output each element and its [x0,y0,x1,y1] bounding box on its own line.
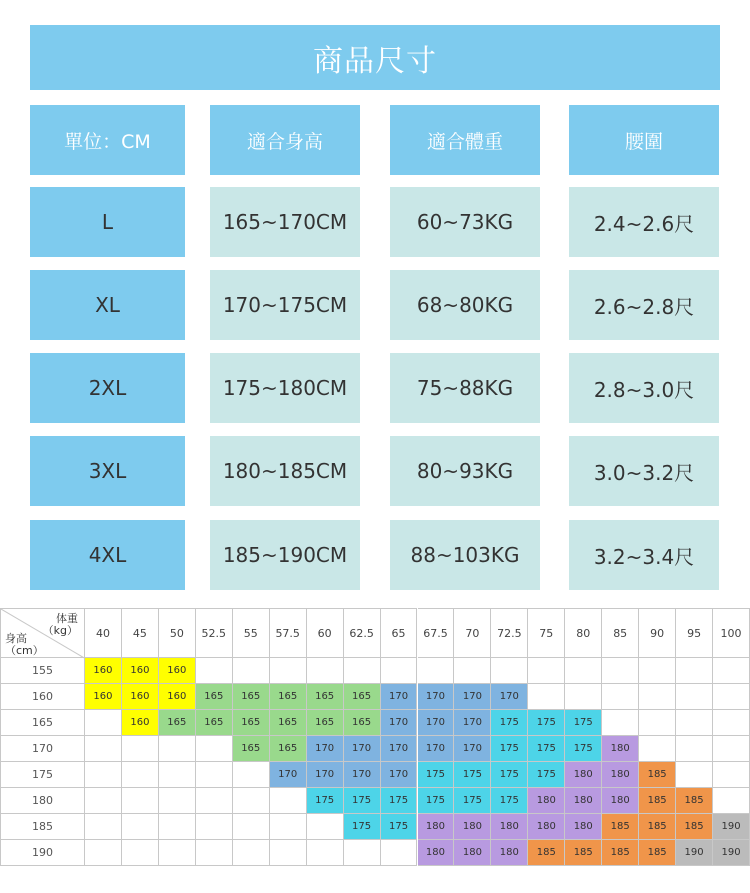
grid-corner [0,608,85,658]
height-row-header: 180 [0,788,85,814]
grid-cell: 165 [233,710,270,736]
weight-height-grid [0,608,750,868]
waist-range: 2.8~3.0尺 [569,353,719,423]
weight-header: 62.5 [344,608,381,658]
grid-cell: 170 [381,684,418,710]
weight-range: 60~73KG [390,187,540,257]
grid-cell [565,658,602,684]
grid-cell [122,814,159,840]
height-row-header: 160 [0,684,85,710]
waist-range: 3.2~3.4尺 [569,520,719,590]
grid-cell: 165 [344,684,381,710]
grid-cell: 180 [565,814,602,840]
grid-cell [528,658,565,684]
grid-cell: 190 [676,840,713,866]
grid-cell: 170 [381,710,418,736]
weight-header: 45 [122,608,159,658]
grid-cell: 170 [418,684,455,710]
grid-cell [196,736,233,762]
grid-cell: 165 [344,710,381,736]
grid-cell [676,658,713,684]
grid-cell: 175 [565,710,602,736]
waist-range: 2.6~2.8尺 [569,270,719,340]
grid-cell [270,658,307,684]
grid-cell: 175 [381,814,418,840]
weight-header: 75 [528,608,565,658]
grid-cell [565,684,602,710]
grid-cell: 165 [196,710,233,736]
page-title: 商品尺寸 [30,25,720,90]
grid-cell: 170 [454,736,491,762]
grid-cell [159,736,196,762]
grid-cell: 160 [85,658,122,684]
grid-cell: 185 [639,814,676,840]
grid-cell: 170 [307,762,344,788]
grid-cell: 165 [270,736,307,762]
weight-header: 40 [85,608,122,658]
grid-cell [713,684,750,710]
grid-cell: 180 [454,840,491,866]
weight-range: 68~80KG [390,270,540,340]
size-label: 4XL [30,520,185,590]
grid-cell: 180 [454,814,491,840]
grid-cell: 175 [381,788,418,814]
grid-cell [307,814,344,840]
grid-cell [270,814,307,840]
weight-header: 57.5 [270,608,307,658]
grid-cell: 175 [307,788,344,814]
grid-cell [602,710,639,736]
grid-cell: 170 [418,710,455,736]
grid-cell [639,658,676,684]
weight-range: 80~93KG [390,436,540,506]
grid-cell: 175 [565,736,602,762]
grid-cell: 170 [381,762,418,788]
grid-cell [307,840,344,866]
grid-cell [381,840,418,866]
grid-cell: 175 [418,788,455,814]
size-label: 2XL [30,353,185,423]
grid-cell: 175 [491,762,528,788]
grid-cell: 165 [270,710,307,736]
grid-cell: 180 [491,814,528,840]
grid-cell [233,788,270,814]
height-range: 175~180CM [210,353,360,423]
grid-cell: 180 [528,788,565,814]
grid-cell: 180 [418,840,455,866]
grid-cell [676,762,713,788]
grid-cell: 160 [122,658,159,684]
size-label: L [30,187,185,257]
grid-cell: 170 [344,736,381,762]
grid-cell: 170 [454,710,491,736]
grid-cell [491,658,528,684]
grid-cell: 160 [85,684,122,710]
grid-cell: 185 [639,788,676,814]
height-row-header: 175 [0,762,85,788]
height-unit: （cm） [5,644,44,657]
grid-cell: 170 [307,736,344,762]
grid-cell [122,840,159,866]
height-axis-label [5,633,44,657]
weight-header: 80 [565,608,602,658]
grid-cell [85,736,122,762]
grid-cell: 160 [159,684,196,710]
weight-range: 88~103KG [390,520,540,590]
weight-header: 85 [602,608,639,658]
grid-cell: 185 [676,814,713,840]
grid-cell [676,684,713,710]
grid-cell [233,762,270,788]
grid-cell [270,788,307,814]
grid-cell [196,840,233,866]
grid-cell [233,814,270,840]
waist-range: 2.4~2.6尺 [569,187,719,257]
weight-header: 90 [639,608,676,658]
weight-header: 55 [233,608,270,658]
grid-cell [602,658,639,684]
grid-cell: 190 [713,840,750,866]
weight-unit: （kg） [42,624,78,637]
grid-cell: 180 [602,788,639,814]
grid-cell: 180 [491,840,528,866]
grid-cell [307,658,344,684]
grid-cell: 185 [602,814,639,840]
grid-cell [528,684,565,710]
weight-range: 75~88KG [390,353,540,423]
grid-cell [85,788,122,814]
grid-cell: 175 [528,762,565,788]
grid-cell [196,788,233,814]
grid-cell: 170 [454,684,491,710]
grid-cell: 180 [418,814,455,840]
height-label: 身高 [5,632,27,645]
weight-header: 50 [159,608,196,658]
height-row-header: 170 [0,736,85,762]
grid-cell: 175 [491,788,528,814]
grid-cell: 185 [639,762,676,788]
grid-cell [233,658,270,684]
grid-cell: 175 [454,788,491,814]
grid-cell: 160 [122,710,159,736]
grid-cell: 165 [307,684,344,710]
grid-cell [270,840,307,866]
grid-cell [159,788,196,814]
height-row-header: 165 [0,710,85,736]
weight-header: 65 [381,608,418,658]
grid-cell [676,736,713,762]
height-row-header: 155 [0,658,85,684]
grid-cell [122,762,159,788]
grid-cell: 180 [602,762,639,788]
grid-cell: 160 [122,684,159,710]
grid-cell [196,762,233,788]
grid-cell: 175 [454,762,491,788]
grid-cell: 190 [713,814,750,840]
header-unit: 單位：CM [30,105,185,175]
grid-cell [233,840,270,866]
grid-cell: 175 [528,710,565,736]
grid-cell [196,814,233,840]
grid-cell: 185 [528,840,565,866]
grid-cell [122,788,159,814]
grid-cell [639,684,676,710]
height-range: 185~190CM [210,520,360,590]
grid-cell [159,814,196,840]
grid-cell: 165 [307,710,344,736]
grid-cell: 165 [159,710,196,736]
grid-cell [418,658,455,684]
height-range: 180~185CM [210,436,360,506]
grid-cell: 180 [528,814,565,840]
height-row-header: 190 [0,840,85,866]
grid-cell [85,710,122,736]
grid-cell: 165 [270,684,307,710]
grid-cell: 170 [381,736,418,762]
grid-cell: 170 [344,762,381,788]
grid-cell: 175 [418,762,455,788]
grid-cell [639,710,676,736]
grid-cell: 175 [491,710,528,736]
grid-cell [713,762,750,788]
grid-cell: 180 [565,762,602,788]
header-height: 適合身高 [210,105,360,175]
grid-cell [85,814,122,840]
grid-cell [713,788,750,814]
grid-cell [344,840,381,866]
weight-axis-label [43,613,78,637]
grid-cell [713,710,750,736]
header-waist: 腰圍 [569,105,719,175]
grid-cell [381,658,418,684]
grid-cell: 175 [528,736,565,762]
grid-cell: 185 [565,840,602,866]
grid-cell [122,736,159,762]
weight-header: 70 [454,608,491,658]
weight-header: 67.5 [418,608,455,658]
grid-cell: 175 [344,814,381,840]
grid-cell: 185 [676,788,713,814]
grid-cell [676,710,713,736]
grid-cell [85,762,122,788]
grid-cell [344,658,381,684]
height-row-header: 185 [0,814,85,840]
grid-cell: 160 [159,658,196,684]
size-label: 3XL [30,436,185,506]
grid-cell: 175 [491,736,528,762]
grid-cell: 170 [418,736,455,762]
grid-cell: 180 [565,788,602,814]
grid-cell [639,736,676,762]
weight-header: 60 [307,608,344,658]
grid-cell: 180 [602,736,639,762]
waist-range: 3.0~3.2尺 [569,436,719,506]
grid-cell: 185 [639,840,676,866]
grid-cell [159,840,196,866]
header-weight: 適合體重 [390,105,540,175]
grid-cell [713,658,750,684]
grid-cell: 185 [602,840,639,866]
weight-header: 100 [713,608,750,658]
grid-cell [85,840,122,866]
grid-cell: 165 [233,684,270,710]
grid-cell [602,684,639,710]
grid-cell [159,762,196,788]
grid-cell: 170 [491,684,528,710]
size-label: XL [30,270,185,340]
weight-header: 95 [676,608,713,658]
grid-cell: 170 [270,762,307,788]
grid-cell: 165 [196,684,233,710]
grid-cell [454,658,491,684]
grid-cell [713,736,750,762]
height-range: 165~170CM [210,187,360,257]
weight-header: 52.5 [196,608,233,658]
grid-cell: 165 [233,736,270,762]
weight-label: 体重 [56,612,78,625]
grid-cell: 175 [344,788,381,814]
height-range: 170~175CM [210,270,360,340]
grid-cell [196,658,233,684]
weight-header: 72.5 [491,608,528,658]
